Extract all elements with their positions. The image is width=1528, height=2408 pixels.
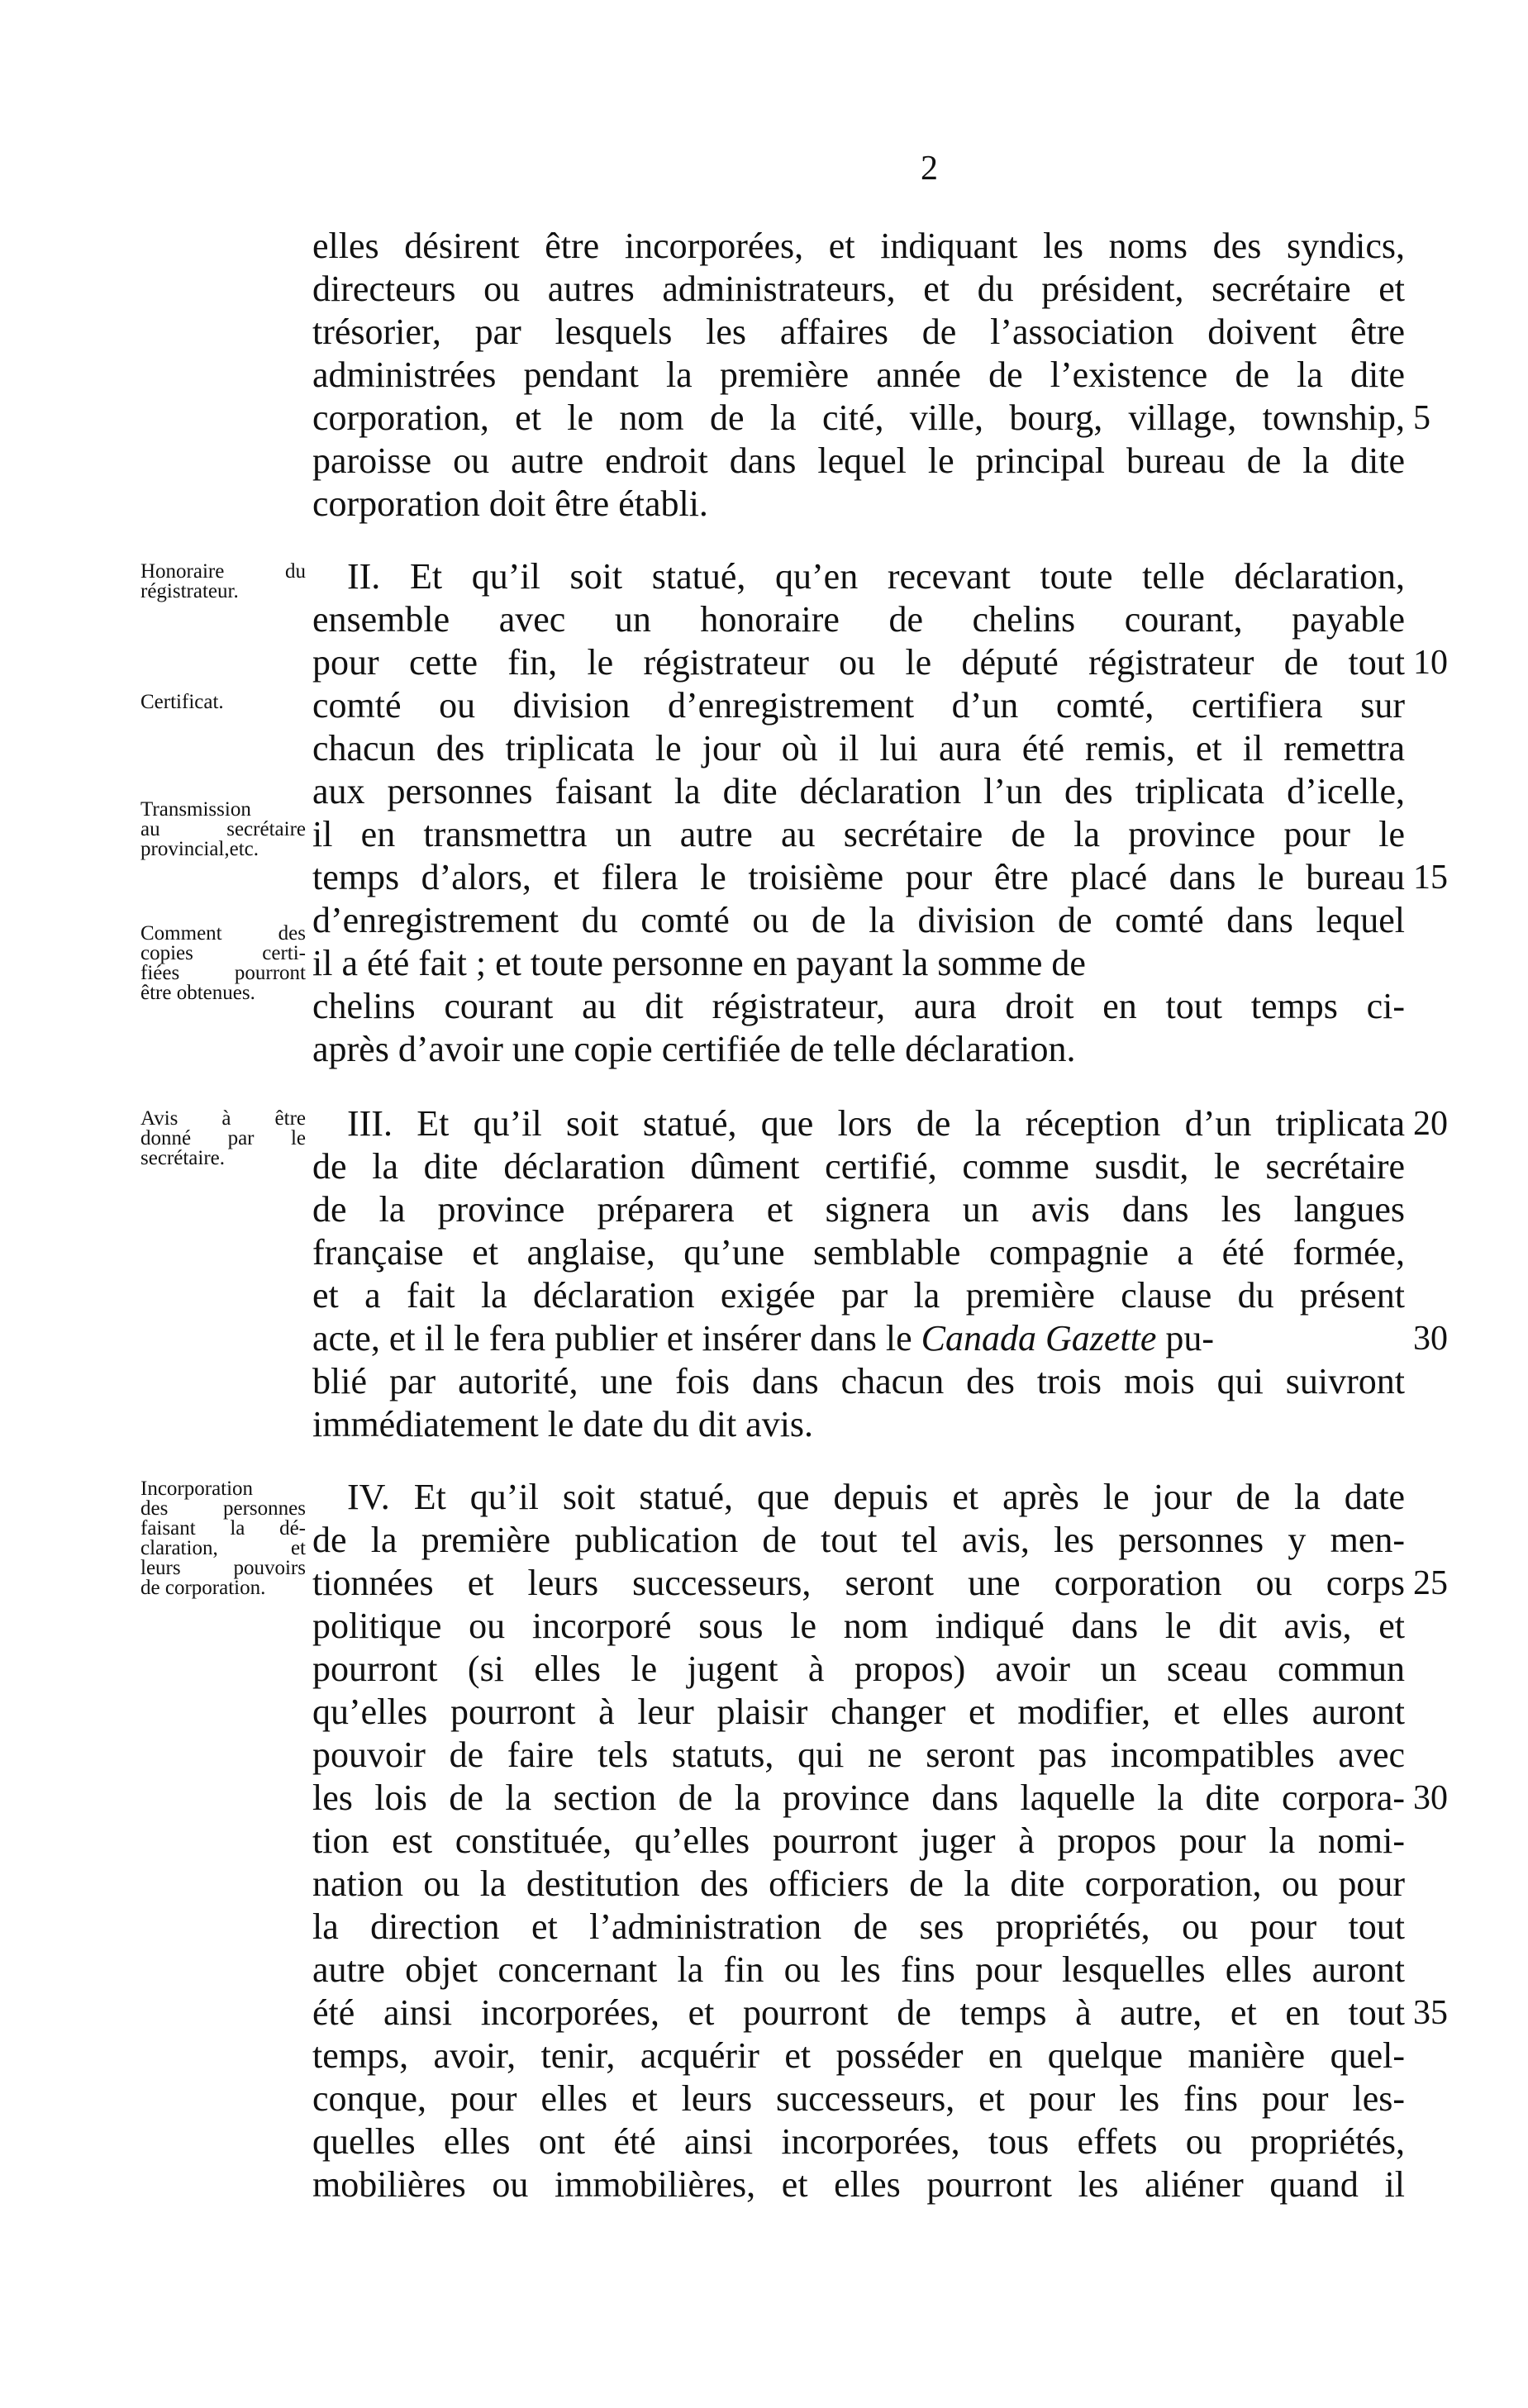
note-line: Avis à être: [140, 1107, 306, 1130]
text-line: pouvoir de faire tels statuts, qui ne seront pas incompatibles avec: [312, 1735, 1405, 1775]
text-line: il en transmettra un autre au secrétaire de la province pour le: [312, 814, 1405, 854]
text-line: les lois de la section de la province dans laquelle la dite corpora-: [312, 1777, 1405, 1818]
text-line: paroisse ou autre endroit dans lequel le principal bureau de la dite: [312, 440, 1405, 481]
text-line: III. Et qu’il soit statué, que lors de la réception d’un triplicata: [347, 1103, 1405, 1144]
margin-note-certificat: [140, 692, 306, 712]
line-number: 30: [1413, 1779, 1448, 1817]
note-line: Honoraire du: [140, 560, 306, 583]
text-line: conque, pour elles et leurs successeurs, et pour les fins pour les-: [312, 2078, 1405, 2119]
text-line: et a fait la déclaration exigée par la première clause du présent: [312, 1275, 1405, 1316]
note-line: copies certi-: [140, 942, 306, 964]
text-line: qu’elles pourront à leur plaisir changer et modifier, et elles auront: [312, 1692, 1405, 1732]
text-line: nation ou la destitution des officiers de la dite corporation, ou pour: [312, 1863, 1405, 1904]
note-line: donné par le: [140, 1127, 306, 1149]
note-line: être obtenues.: [140, 982, 255, 1004]
text-line: ensemble avec un honoraire de chelins courant, payable: [312, 599, 1405, 640]
note-line: provincial,etc.: [140, 838, 259, 860]
note-line: de corporation.: [140, 1577, 266, 1599]
text-line: chacun des triplicata le jour où il lui aura été remis, et il remettra: [312, 728, 1405, 769]
text-line: française et anglaise, qu’une semblable compagnie a été formée,: [312, 1232, 1405, 1273]
gazette-title: Canada Gazette: [921, 1318, 1157, 1359]
note-line: Comment des: [140, 922, 306, 945]
note-line: faisant la dé-: [140, 1517, 306, 1540]
margin-note-avis: [140, 1109, 306, 1168]
text-line: d’enregistrement du comté ou de la division de comté dans lequel: [312, 900, 1405, 940]
line-number: 10: [1413, 644, 1448, 682]
margin-note-incorporation: [140, 1479, 306, 1598]
line-number: 25: [1413, 1564, 1448, 1602]
line-number: 30: [1413, 1320, 1448, 1358]
note-line: secrétaire.: [140, 1147, 226, 1169]
text-fragment: acte, et il le fera publier et insérer dans le: [312, 1318, 912, 1359]
text-line: corporation doit être établi.: [312, 483, 708, 524]
text-line: la direction et l’administration de ses propriétés, ou pour tout: [312, 1906, 1405, 1947]
text-line: directeurs ou autres administrateurs, et du président, secrétaire et: [312, 269, 1405, 309]
text-line: tion est constituée, qu’elles pourront juger à propos pour la nomi-: [312, 1820, 1405, 1861]
text-line: pourront (si elles le jugent à propos) avoir un sceau commun: [312, 1649, 1405, 1689]
text-line: IV. Et qu’il soit statué, que depuis et après le jour de la date: [347, 1477, 1405, 1517]
note-line: régistrateur.: [140, 580, 239, 602]
text-line: pour cette fin, le régistrateur ou le député régistrateur de tout: [312, 642, 1405, 683]
text-line: temps, avoir, tenir, acquérir et posséder en quelque manière quel-: [312, 2035, 1405, 2076]
text-line: après d’avoir une copie certifiée de telle déclaration.: [312, 1029, 1076, 1069]
note-line: fiées pourront: [140, 962, 306, 984]
line-number: 5: [1413, 399, 1430, 437]
line-number: 15: [1413, 859, 1448, 897]
text-line: il a été fait ; et toute personne en payant la somme de: [312, 943, 1086, 983]
note-line: au secrétaire: [140, 818, 306, 840]
text-line: chelins courant au dit régistrateur, aura droit en tout temps ci-: [312, 986, 1405, 1026]
text-line: été ainsi incorporées, et pourront de temps à autre, et en tout: [312, 1992, 1405, 2033]
text-fragment: pu-: [1156, 1318, 1215, 1359]
note-line: des personnes: [140, 1497, 306, 1520]
text-line: trésorier, par lesquels les affaires de l’association doivent être: [312, 312, 1405, 352]
text-line: de la première publication de tout tel avis, les personnes y men-: [312, 1520, 1405, 1560]
text-line: politique ou incorporé sous le nom indiqué dans le dit avis, et: [312, 1606, 1405, 1646]
text-line: de la dite déclaration dûment certifié, comme susdit, le secrétaire: [312, 1146, 1405, 1187]
margin-note-copies: [140, 924, 306, 1003]
text-line: corporation, et le nom de la cité, ville, bourg, village, township,: [312, 397, 1405, 438]
text-line: de la province préparera et signera un avis dans les langues: [312, 1189, 1405, 1230]
margin-note-honoraire: [140, 562, 306, 602]
text-line: blié par autorité, une fois dans chacun des trois mois qui suivront: [312, 1361, 1405, 1401]
line-number: 20: [1413, 1105, 1448, 1143]
page-number: 2: [921, 150, 938, 188]
text-line: autre objet concernant la fin ou les fins pour lesquelles elles auront: [312, 1949, 1405, 1990]
margin-note-transmission: [140, 800, 306, 859]
note-line: Certificat.: [140, 691, 224, 713]
text-line: elles désirent être incorporées, et indiquant les noms des syndics,: [312, 226, 1405, 266]
text-line: aux personnes faisant la dite déclaration l’un des triplicata d’icelle,: [312, 771, 1405, 811]
text-line: II. Et qu’il soit statué, qu’en recevant toute telle déclaration,: [347, 556, 1405, 597]
text-line: tionnées et leurs successeurs, seront une corporation ou corps: [312, 1563, 1405, 1603]
note-line: claration, et: [140, 1537, 306, 1559]
text-line: comté ou division d’enregistrement d’un comté, certifiera sur: [312, 685, 1405, 726]
text-line: immédiatement le date du dit avis.: [312, 1404, 814, 1444]
note-line: Transmission: [140, 798, 251, 821]
line-number: 35: [1413, 1994, 1448, 2032]
text-line: [312, 1317, 1405, 1360]
text-line: mobilières ou immobilières, et elles pourront les aliéner quand il: [312, 2164, 1405, 2205]
text-line: quelles elles ont été ainsi incorporées, tous effets ou propriétés,: [312, 2121, 1405, 2162]
text-line: temps d’alors, et filera le troisième pour être placé dans le bureau: [312, 857, 1405, 897]
note-line: Incorporation: [140, 1478, 254, 1500]
note-line: leurs pouvoirs: [140, 1557, 306, 1579]
text-line: administrées pendant la première année de l’existence de la dite: [312, 355, 1405, 395]
